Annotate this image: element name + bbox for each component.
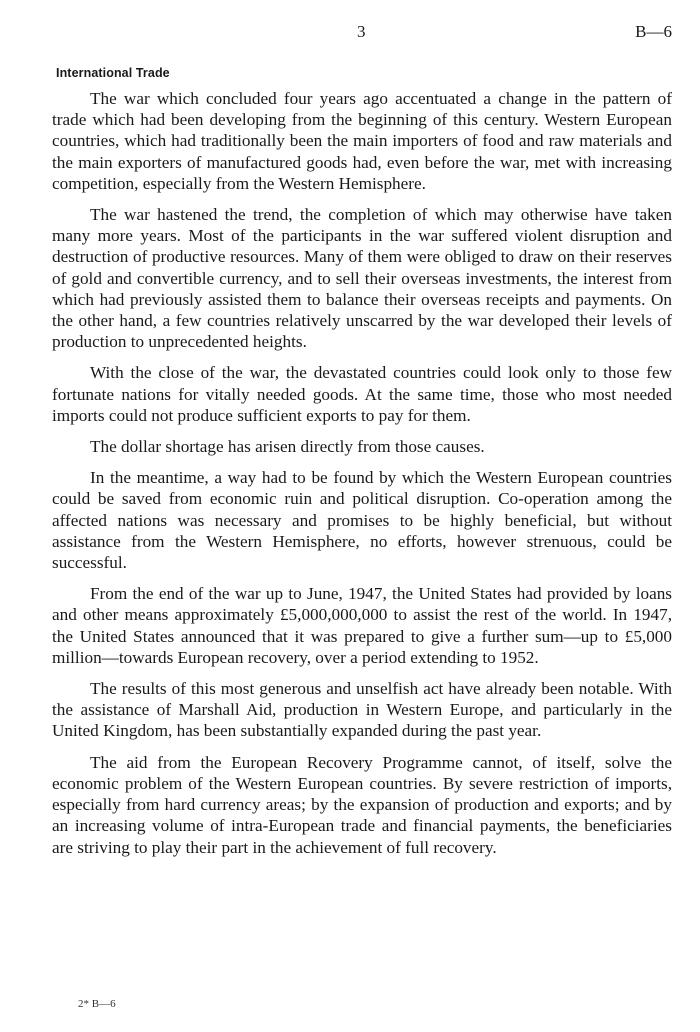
paragraph: The war hastened the trend, the completion of which may otherwise have taken many more years. Most of the participants in the war suffered violent disruption and destruction of productive resources. Many of them were obliged to draw on their reserves of gold and convertible currency, and to sell their overseas investments, the interest from which had previously assisted them to balance their overseas receipts and payments. On the other hand, a few countries relatively unscarred by the war developed their levels of production to unprecedented heights.	[52, 205, 672, 352]
document-page	[52, 20, 672, 1020]
paragraph: The results of this most generous and unselfish act have already been notable. With the assistance of Marshall Aid, production in Western Europe, and particularly in the United Kingdom, has been substantially expanded during the past year.	[52, 679, 672, 741]
paragraph: In the meantime, a way had to be found by which the Western European countries could be saved from economic ruin and political disruption. Co-operation among the affected nations was necessary and promises to be highly beneficial, but without assistance from the Western Hemisphere, no efforts, however strenuous, could be successful.	[52, 468, 672, 573]
paragraph: The war which concluded four years ago accentuated a change in the pattern of trade which had been developing from the beginning of this century. Western European countries, which had traditionally been the main importers of food and raw materials and the main exporters of manufactured goods had, even before the war, met with increasing competition, especially from the Western Hemisphere.	[52, 89, 672, 193]
paragraph: From the end of the war up to June, 1947, the United States had provided by loans and other means approximately £5,000,000,000 to assist the rest of the world. In 1947, the United States announced that it was prepared to give a further sum—up to £5,000 million—towards European recovery, over a period extending to 1952.	[52, 584, 672, 667]
body-text	[52, 88, 672, 868]
page-code: B—6	[635, 22, 672, 41]
signature-mark: 2* B—6	[78, 998, 116, 1010]
paragraph: The aid from the European Recovery Programme cannot, of itself, solve the economic problem of the Western European countries. By severe restriction of imports, especially from hard currency areas; by the expansion of production and exports; and by an increasing volume of intra-European trade and financial payments, the beneficiaries are striving to play their part in the achievement of full recovery.	[52, 752, 672, 857]
page-number: 3	[357, 22, 366, 41]
section-heading: International Trade	[56, 66, 170, 80]
paragraph: With the close of the war, the devastated countries could look only to those few fortunate nations for vitally needed goods. At the same time, those who most needed imports could not produce sufficient exports to pay for them.	[52, 363, 672, 425]
paragraph: The dollar shortage has arisen directly from those causes.	[90, 437, 485, 457]
